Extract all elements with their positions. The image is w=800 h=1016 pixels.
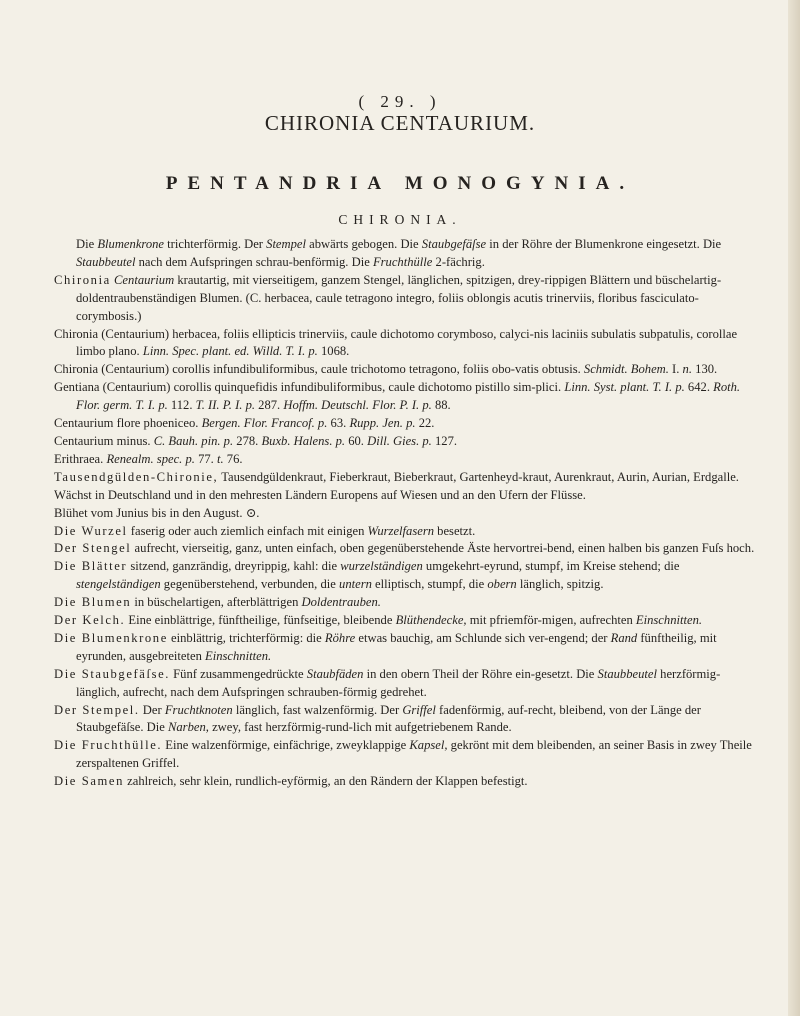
synonym-entry: Chironia (Centaurium) herbacea, foliis ellipticis trinerviis, caule dichotomo corymboso, calyci-nis laciniis subulatis subpatulis, corollae limbo plano. Linn. Spec. plant. ed. Willd. T. I. p. 1068. <box>54 326 738 359</box>
habitat: Wächst in Deutschland und in den mehresten Ländern Europens auf Wiesen und an den Ufern der Flüsse. <box>54 487 586 502</box>
corolla-description: Die Blumenkrone einblättrig, trichterförmig: die Röhre etwas bauchig, am Schlunde sich ver-engend; der Rand fünftheilig, mit eyrunden, ausgebreiteten Einschnitten. <box>54 630 717 663</box>
stem-description: Der Stengel aufrecht, vierseitig, ganz, unten einfach, oben gegenüberstehende Äste hervortrei-bend, einen halben bis ganzen Fuſs hoch. <box>54 541 755 556</box>
flowers-description: Die Blumen in büschelartigen, afterblättrigen Doldentrauben. <box>54 595 381 610</box>
synonym-entry: Erithraea. Renealm. spec. p. 77. t. 76. <box>54 451 243 466</box>
genus-description: Die Blumenkrone trichterförmig. Der Stempel abwärts gebogen. Die Staubgefäſse in der Röhre der Blumenkrone eingesetzt. Die Staubbeutel nach dem Aufspringen schrau-benförmig. Die Fruchthülle 2-fächrig. <box>76 237 722 269</box>
common-names: Tausendgülden-Chironie, Tausendgüldenkraut, Fieberkraut, Bieberkraut, Gartenheyd-kraut, Aurenkraut, Aurin, Aurian, Erdgalle. <box>54 469 739 484</box>
seeds-description: Die Samen zahlreich, sehr klein, rundlich-eyförmig, an den Rändern der Klappen befestigt. <box>54 774 528 789</box>
synonym-entry: Chironia (Centaurium) corollis infundibuliformibus, caule trichotomo tetragono, foliis obo-vatis obtusis. Schmidt. Bohem. I. n. 130. <box>54 362 718 377</box>
pistil-description: Der Stempel. Der Fruchtknoten länglich, fast walzenförmig. Der Griffel fadenförmig, auf-recht, bleibend, von der Länge der Staubgefäſse. Die Narben, zwey, fast herzförmig-rund-lich mit aufgetriebenem Rande. <box>54 702 701 735</box>
synonym-entry: Chironia Centaurium krautartig, mit vierseitigem, ganzem Stengel, länglichen, spitzigen, drey-rippigen Blättern und büschelartig-doldentraubenständigen Blumen. (C. herbacea, caule tetragono integro, foliis oblongis acutis trinerviis, floribus fasciculato-corymbosis.) <box>54 272 722 323</box>
page-title: CHIRONIA CENTAURIUM. <box>264 111 536 135</box>
page-number: ( 29. ) <box>358 92 442 111</box>
calyx-description: Der Kelch. Eine einblättrige, fünftheilige, fünfseitige, bleibende Blüthendecke, mit pfriemför-migen, aufrechten Einschnitten. <box>54 613 703 628</box>
synonym-entry: Centaurium minus. C. Bauh. pin. p. 278. Buxb. Halens. p. 60. Dill. Gies. p. 127. <box>54 433 458 448</box>
fruit-description: Die Fruchthülle. Eine walzenförmige, einfächrige, zweyklappige Kapsel, gekrönt mit dem bleibenden, an seiner Basis in zwey Theile zerspaltenen Griffel. <box>54 738 752 771</box>
genus-heading: CHIRONIA. <box>338 212 462 227</box>
body-text <box>54 236 756 791</box>
flowering-time: Blühet vom Junius bis in den August. ⊙. <box>54 505 260 520</box>
stamens-description: Die Staubgefäſse. Fünf zusammengedrückte Staubfäden in den obern Theil der Röhre ein-gesetzt. Die Staubbeutel herzförmig-länglich, aufrecht, nach dem Aufspringen schrauben-förmig gedrehet. <box>54 666 721 699</box>
class-heading: PENTANDRIA MONOGYNIA. <box>165 173 635 194</box>
synonym-entry: Centaurium flore phoeniceo. Bergen. Flor. Francof. p. 63. Rupp. Jen. p. 22. <box>54 416 435 431</box>
root-description: Die Wurzel faserig oder auch ziemlich einfach mit einigen Wurzelfasern besetzt. <box>54 523 476 538</box>
leaves-description: Die Blätter sitzend, ganzrändig, dreyrippig, kahl: die wurzelständigen umgekehrt-eyrund, stumpf, im Kreise stehend; die stengelständigen gegenüberstehend, verbunden, die untern elliptisch, stumpf, die obern länglich, spitzig. <box>54 559 680 592</box>
synonym-entry: Gentiana (Centaurium) corollis quinquefidis infundibuliformibus, caule dichotomo pistillo sim-plici. Linn. Syst. plant. T. I. p. 642. Roth. Flor. germ. T. I. p. 112. T. II. P. I. p. 287. Hoffm. Deutschl. Flor. P. I. p. 88. <box>54 380 741 413</box>
page-edge <box>788 0 800 1016</box>
